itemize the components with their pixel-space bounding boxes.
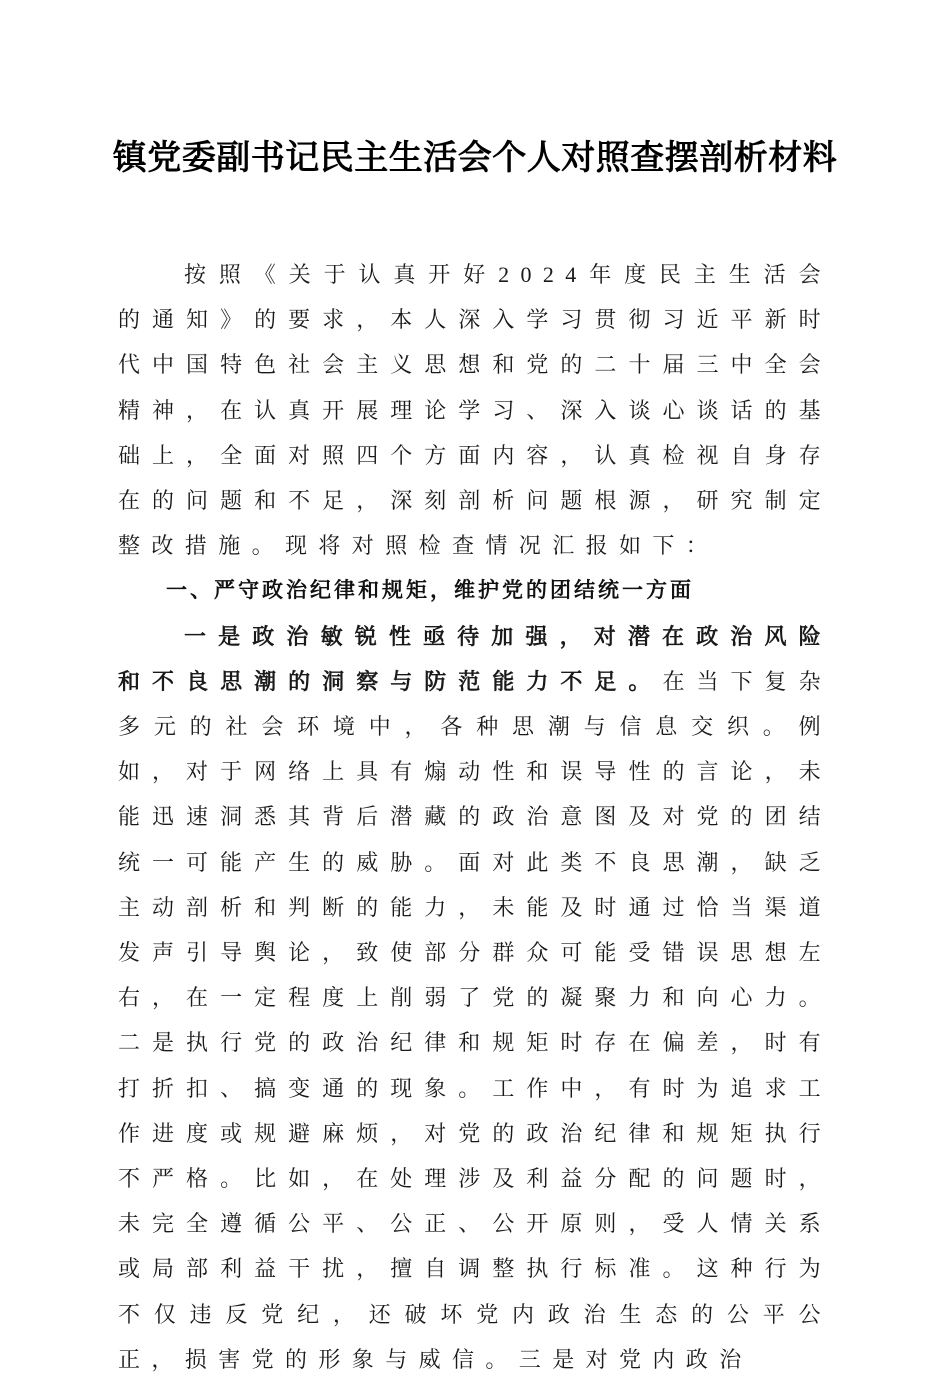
- document-body: [118, 252, 832, 1382]
- document-title: 镇党委副书记民主生活会个人对照查摆剖析材料: [112, 138, 838, 178]
- section-paragraph: [118, 614, 832, 1382]
- paragraph-body-text: 在当下复杂多元的社会环境中，各种思潮与信息交织。例如，对于网络上具有煽动性和误导性的言论，未能迅速洞悉其背后潜藏的政治意图及对党的团结统一可能产生的威胁。面对此类不良思潮，缺乏主动剖析和判断的能力，未能及时通过恰当渠道发声引导舆论，致使部分群众可能受错误思想左右，在一定程度上削弱了党的凝聚力和向心力。二是执行党的政治纪律和规矩时存在偏差，时有打折扣、搞变通的现象。工作中，有时为追求工作进度或规避麻烦，对党的政治纪律和规矩执行不严格。比如，在处理涉及利益分配的问题时，未完全遵循公平、公正、公开原则，受人情关系或局部利益干扰，擅自调整执行标准。这种行为不仅违反党纪，还破坏党内政治生态的公平公正，损害党的形象与威信。三是对党内政治: [118, 668, 832, 1372]
- intro-paragraph: 按照《关于认真开好2024年度民主生活会的通知》的要求，本人深入学习贯彻习近平新时代中国特色社会主义思想和党的二十届三中全会精神，在认真开展理论学习、深入谈心谈话的基础上，全面对照四个方面内容，认真检视自身存在的问题和不足，深刻剖析问题根源，研究制定整改措施。现将对照检查情况汇报如下：: [118, 262, 832, 559]
- section-heading: 一、严守政治纪律和规矩，维护党的团结统一方面: [166, 578, 694, 603]
- paragraph-lead-sentence: 一是政治敏锐性亟待加强，对潜在政治风险和不良思潮的洞察与防范能力不足。: [118, 623, 832, 694]
